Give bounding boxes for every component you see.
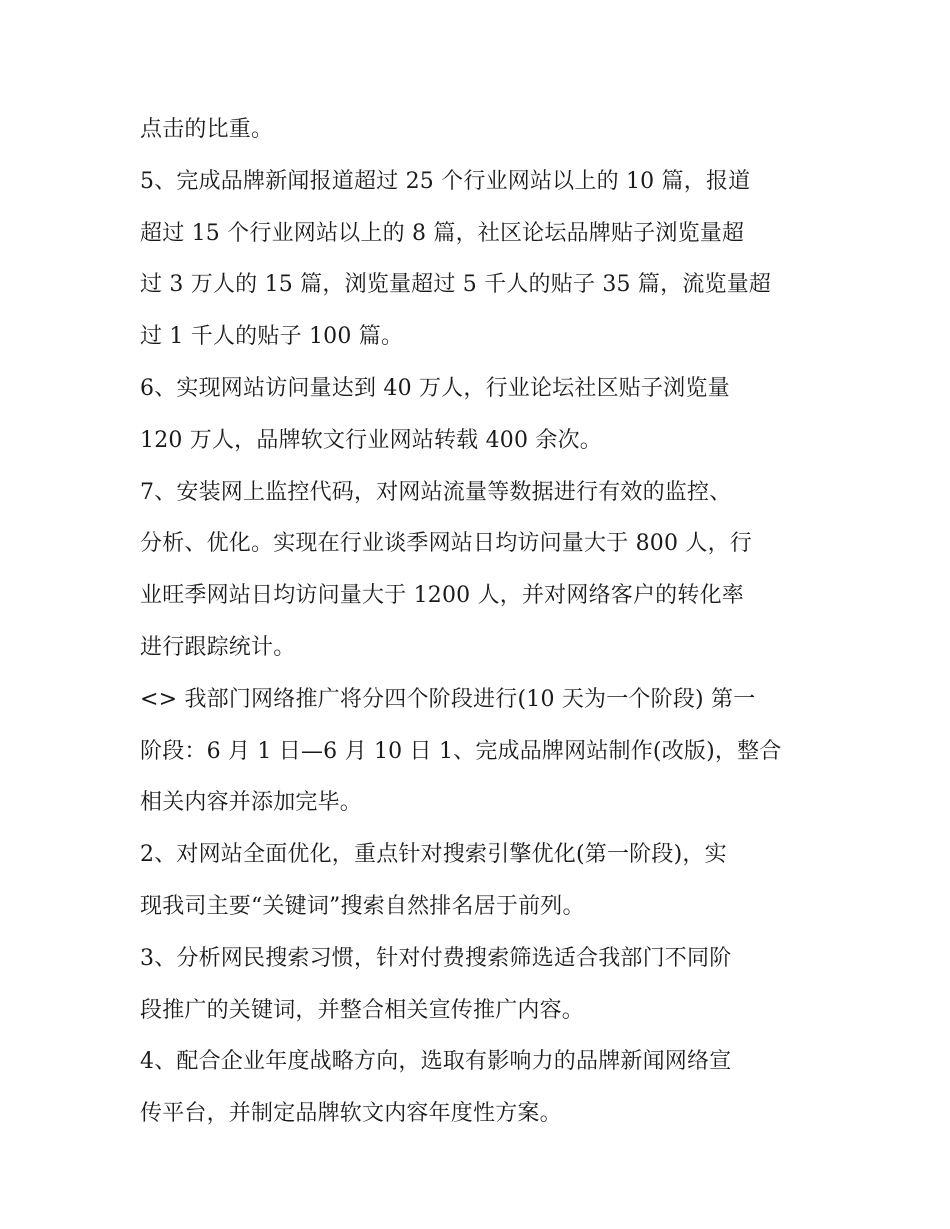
paragraph-item-5 — [140, 156, 812, 363]
text-line: 120 万人，品牌软文行业网站转载 400 余次。 — [140, 427, 602, 453]
text-line: 2、对网站全面优化，重点针对搜索引擎优化(第一阶段)，实 — [140, 842, 727, 868]
text-line: 过 3 万人的 15 篇，浏览量超过 5 千人的贴子 35 篇，流览量超 — [140, 272, 772, 298]
text-line: 分析、优化。实现在行业谈季网站日均访问量大于 800 人，行 — [140, 531, 752, 557]
paragraph-phase-one — [140, 674, 812, 829]
text-line: 3、分析网民搜索习惯，针对付费搜索筛选适合我部门不同阶 — [140, 945, 732, 971]
text-line: 段推广的关键词，并整合相关宣传推广内容。 — [140, 997, 585, 1023]
text-line: 传平台，并制定品牌软文内容年度性方案。 — [140, 1101, 562, 1127]
paragraph-item-6 — [140, 363, 812, 467]
text-line: 业旺季网站日均访问量大于 1200 人，并对网络客户的转化率 — [140, 583, 744, 609]
paragraph-continuation — [140, 104, 812, 156]
text-line: 4、配合企业年度战略方向，选取有影响力的品牌新闻网络宣 — [140, 1049, 732, 1075]
text-line: 点击的比重。 — [140, 117, 274, 142]
text-line: 5、完成品牌新闻报道超过 25 个行业网站以上的 10 篇，报道 — [140, 168, 751, 194]
paragraph-phase-item-4 — [140, 1036, 812, 1140]
text-line: 现我司主要“关键词”搜索自然排名居于前列。 — [140, 893, 585, 919]
text-line: <> 我部门网络推广将分四个阶段进行(10 天为一个阶段) 第一 — [140, 686, 756, 712]
text-line: 进行跟踪统计。 — [140, 634, 296, 660]
text-line: 阶段：6 月 1 日—6 月 10 日 1、完成品牌网站制作(改版)，整合 — [140, 738, 782, 764]
text-line: 过 1 千人的贴子 100 篇。 — [140, 324, 404, 350]
text-line: 相关内容并添加完毕。 — [140, 790, 363, 816]
document-body — [140, 104, 812, 1140]
paragraph-phase-item-2 — [140, 829, 812, 933]
text-line: 超过 15 个行业网站以上的 8 篇，社区论坛品牌贴子浏览量超 — [140, 220, 745, 246]
paragraph-item-7 — [140, 467, 812, 674]
text-line: 6、实现网站访问量达到 40 万人，行业论坛社区贴子浏览量 — [140, 375, 730, 401]
paragraph-phase-item-3 — [140, 933, 812, 1037]
text-line: 7、安装网上监控代码，对网站流量等数据进行有效的监控、 — [140, 479, 732, 505]
